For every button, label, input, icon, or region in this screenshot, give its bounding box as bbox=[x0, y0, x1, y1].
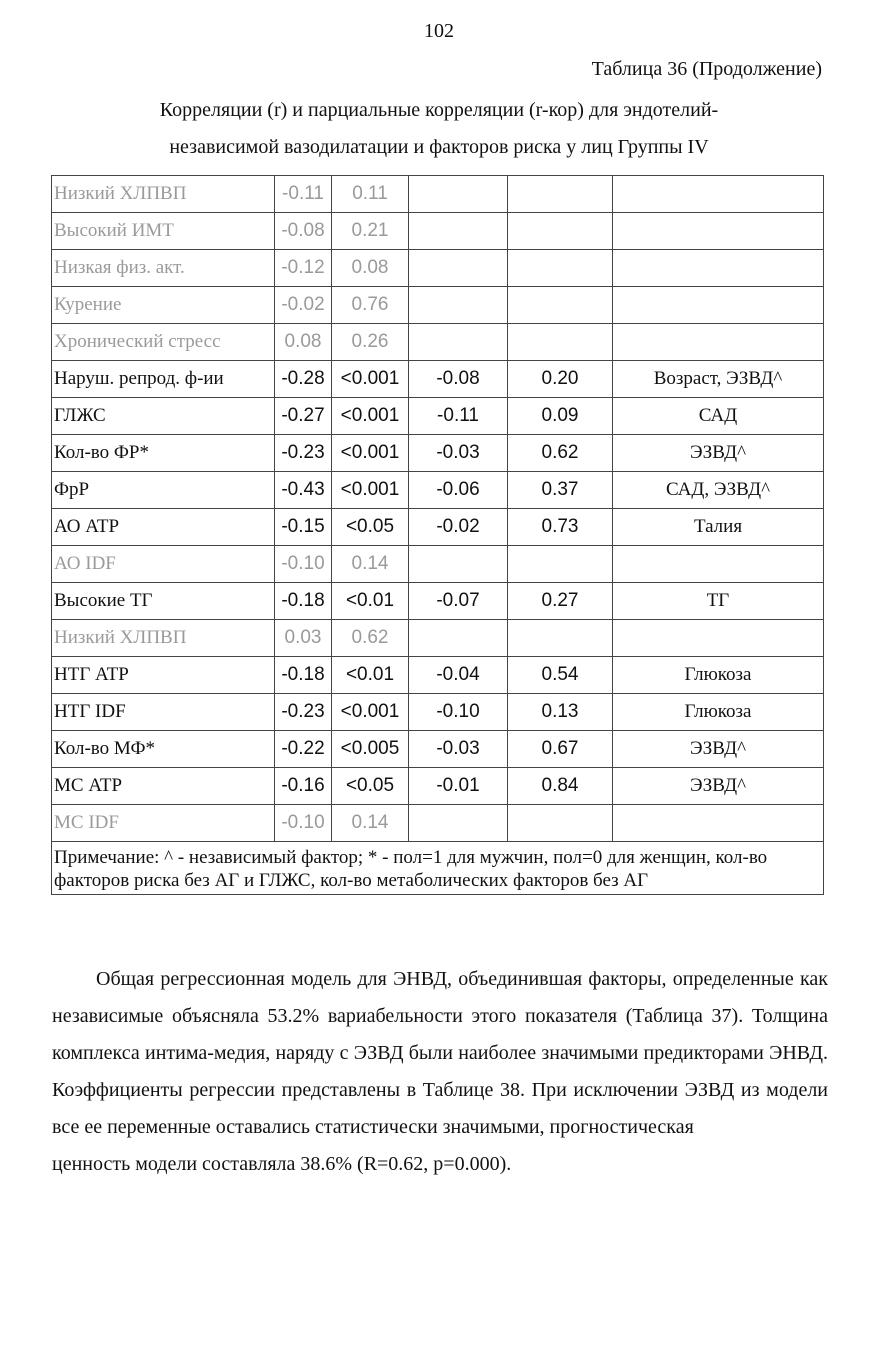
p-cell: 0.76 bbox=[332, 287, 409, 324]
adjust-cell bbox=[613, 620, 824, 657]
p-kor-cell: 0.84 bbox=[508, 768, 613, 805]
table-row bbox=[52, 398, 824, 435]
p-kor-cell: 0.20 bbox=[508, 361, 613, 398]
factor-cell: Низкий ХЛПВП bbox=[52, 176, 275, 213]
factor-cell: МС ATP bbox=[52, 768, 275, 805]
r-kor-cell: -0.06 bbox=[409, 472, 508, 509]
factor-cell: АО ATP bbox=[52, 509, 275, 546]
p-cell: <0.005 bbox=[332, 731, 409, 768]
note-row bbox=[52, 842, 824, 895]
r-cell: -0.11 bbox=[275, 176, 332, 213]
r-cell: -0.23 bbox=[275, 435, 332, 472]
r-kor-cell bbox=[409, 287, 508, 324]
adjust-cell: Глюкоза bbox=[613, 694, 824, 731]
r-cell: -0.23 bbox=[275, 694, 332, 731]
r-kor-cell: -0.03 bbox=[409, 435, 508, 472]
factor-cell: АО IDF bbox=[52, 546, 275, 583]
table-row bbox=[52, 361, 824, 398]
r-kor-cell bbox=[409, 546, 508, 583]
r-kor-cell: -0.10 bbox=[409, 694, 508, 731]
table-row bbox=[52, 546, 824, 583]
p-cell: <0.001 bbox=[332, 361, 409, 398]
factor-cell: ГЛЖС bbox=[52, 398, 275, 435]
r-kor-cell: -0.08 bbox=[409, 361, 508, 398]
r-cell: -0.18 bbox=[275, 583, 332, 620]
r-kor-cell bbox=[409, 805, 508, 842]
r-cell: -0.43 bbox=[275, 472, 332, 509]
adjust-cell: ЭЗВД^ bbox=[613, 768, 824, 805]
adjust-cell: ТГ bbox=[613, 583, 824, 620]
table-row bbox=[52, 731, 824, 768]
r-kor-cell bbox=[409, 250, 508, 287]
p-kor-cell: 0.37 bbox=[508, 472, 613, 509]
body-paragraph bbox=[52, 961, 828, 1183]
p-kor-cell: 0.62 bbox=[508, 435, 613, 472]
factor-cell: НТГ IDF bbox=[52, 694, 275, 731]
p-cell: 0.21 bbox=[332, 213, 409, 250]
r-kor-cell: -0.04 bbox=[409, 657, 508, 694]
r-kor-cell bbox=[409, 324, 508, 361]
r-cell: -0.08 bbox=[275, 213, 332, 250]
adjust-cell bbox=[613, 546, 824, 583]
adjust-cell: Талия bbox=[613, 509, 824, 546]
adjust-cell: Возраст, ЭЗВД^ bbox=[613, 361, 824, 398]
p-kor-cell bbox=[508, 287, 613, 324]
r-kor-cell bbox=[409, 176, 508, 213]
p-kor-cell bbox=[508, 805, 613, 842]
r-kor-cell: -0.11 bbox=[409, 398, 508, 435]
p-kor-cell: 0.67 bbox=[508, 731, 613, 768]
table-row bbox=[52, 324, 824, 361]
p-cell: 0.14 bbox=[332, 805, 409, 842]
p-kor-cell bbox=[508, 620, 613, 657]
table-label: Таблица 36 (Продолжение) bbox=[591, 58, 822, 80]
page-number: 102 bbox=[424, 20, 454, 42]
table-row bbox=[52, 176, 824, 213]
p-kor-cell bbox=[508, 546, 613, 583]
r-cell: -0.16 bbox=[275, 768, 332, 805]
table-row bbox=[52, 694, 824, 731]
table-row bbox=[52, 620, 824, 657]
adjust-cell: ЭЗВД^ bbox=[613, 435, 824, 472]
factor-cell: Низкий ХЛПВП bbox=[52, 620, 275, 657]
caption-line-1: Корреляции (r) и парциальные корреляции (r-кор) для эндотелий- bbox=[159, 99, 719, 121]
p-cell: <0.05 bbox=[332, 768, 409, 805]
correlation-table-body bbox=[52, 176, 824, 895]
r-cell: 0.08 bbox=[275, 324, 332, 361]
table-row bbox=[52, 768, 824, 805]
table-row bbox=[52, 213, 824, 250]
p-cell: <0.001 bbox=[332, 398, 409, 435]
adjust-cell bbox=[613, 176, 824, 213]
p-kor-cell: 0.13 bbox=[508, 694, 613, 731]
factor-cell: Курение bbox=[52, 287, 275, 324]
table-note: Примечание: ^ - независимый фактор; * - пол=1 для мужчин, пол=0 для женщин, кол-во факторов риска без АГ и ГЛЖС, кол-во метаболических факторов без АГ bbox=[52, 842, 824, 895]
factor-cell: Кол-во МФ* bbox=[52, 731, 275, 768]
factor-cell: МС IDF bbox=[52, 805, 275, 842]
p-kor-cell: 0.27 bbox=[508, 583, 613, 620]
p-cell: 0.14 bbox=[332, 546, 409, 583]
r-cell: -0.27 bbox=[275, 398, 332, 435]
factor-cell: Высокий ИМТ bbox=[52, 213, 275, 250]
p-kor-cell: 0.54 bbox=[508, 657, 613, 694]
paragraph-text: Общая регрессионная модель для ЭНВД, объединившая факторы, определенные как независимые объясняла 53.2% вариабельности этого показателя (Таблица 37). Толщина комплекса интима-медия, наряду с ЭЗВД были наиболее значимыми предикторами ЭНВД. Коэффициенты регрессии представлены в Таблице 38. При исключении ЭЗВД из модели все ее переменные оставались статистически значимыми, прогностическая bbox=[52, 968, 828, 1138]
r-kor-cell bbox=[409, 620, 508, 657]
adjust-cell: САД, ЭЗВД^ bbox=[613, 472, 824, 509]
factor-cell: Хронический стресс bbox=[52, 324, 275, 361]
table-row bbox=[52, 250, 824, 287]
p-cell: <0.01 bbox=[332, 657, 409, 694]
r-cell: -0.10 bbox=[275, 805, 332, 842]
r-cell: -0.18 bbox=[275, 657, 332, 694]
p-cell: <0.001 bbox=[332, 694, 409, 731]
table-row bbox=[52, 583, 824, 620]
correlation-table bbox=[51, 175, 824, 895]
adjust-cell bbox=[613, 805, 824, 842]
table-row bbox=[52, 805, 824, 842]
r-kor-cell: -0.01 bbox=[409, 768, 508, 805]
table-caption bbox=[40, 92, 838, 166]
table-row bbox=[52, 287, 824, 324]
r-cell: -0.10 bbox=[275, 546, 332, 583]
factor-cell: ФрР bbox=[52, 472, 275, 509]
p-cell: 0.62 bbox=[332, 620, 409, 657]
table-row bbox=[52, 472, 824, 509]
r-kor-cell: -0.03 bbox=[409, 731, 508, 768]
r-kor-cell bbox=[409, 213, 508, 250]
p-kor-cell bbox=[508, 176, 613, 213]
p-kor-cell: 0.09 bbox=[508, 398, 613, 435]
adjust-cell bbox=[613, 287, 824, 324]
p-kor-cell: 0.73 bbox=[508, 509, 613, 546]
table-row bbox=[52, 657, 824, 694]
r-kor-cell: -0.02 bbox=[409, 509, 508, 546]
p-cell: <0.001 bbox=[332, 435, 409, 472]
r-cell: -0.22 bbox=[275, 731, 332, 768]
r-kor-cell: -0.07 bbox=[409, 583, 508, 620]
table-row bbox=[52, 435, 824, 472]
r-cell: -0.02 bbox=[275, 287, 332, 324]
factor-cell: Кол-во ФР* bbox=[52, 435, 275, 472]
p-cell: 0.08 bbox=[332, 250, 409, 287]
adjust-cell bbox=[613, 213, 824, 250]
p-cell: <0.001 bbox=[332, 472, 409, 509]
p-cell: 0.11 bbox=[332, 176, 409, 213]
paragraph-last-line: ценность модели составляла 38.6% (R=0.62, p=0.000). bbox=[52, 1153, 512, 1175]
factor-cell: Наруш. репрод. ф-ии bbox=[52, 361, 275, 398]
factor-cell: Низкая физ. акт. bbox=[52, 250, 275, 287]
p-kor-cell bbox=[508, 213, 613, 250]
r-cell: -0.28 bbox=[275, 361, 332, 398]
r-cell: -0.12 bbox=[275, 250, 332, 287]
adjust-cell bbox=[613, 324, 824, 361]
factor-cell: НТГ ATP bbox=[52, 657, 275, 694]
p-cell: <0.01 bbox=[332, 583, 409, 620]
adjust-cell: САД bbox=[613, 398, 824, 435]
adjust-cell: Глюкоза bbox=[613, 657, 824, 694]
p-kor-cell bbox=[508, 250, 613, 287]
r-cell: -0.15 bbox=[275, 509, 332, 546]
p-cell: <0.05 bbox=[332, 509, 409, 546]
factor-cell: Высокие ТГ bbox=[52, 583, 275, 620]
r-cell: 0.03 bbox=[275, 620, 332, 657]
table-row bbox=[52, 509, 824, 546]
adjust-cell bbox=[613, 250, 824, 287]
p-cell: 0.26 bbox=[332, 324, 409, 361]
caption-line-2: независимой вазодилатации и факторов риска у лиц Группы IV bbox=[169, 136, 709, 158]
p-kor-cell bbox=[508, 324, 613, 361]
adjust-cell: ЭЗВД^ bbox=[613, 731, 824, 768]
